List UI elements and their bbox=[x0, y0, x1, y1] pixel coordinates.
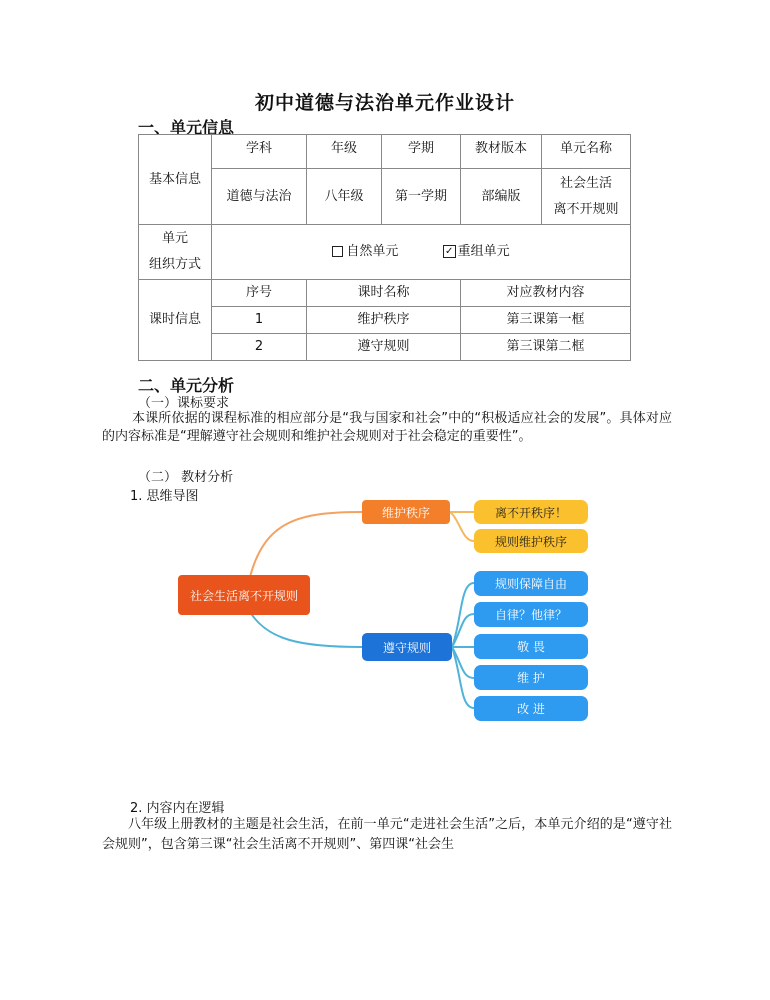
leaf2-3-text: 敬 畏 bbox=[517, 640, 545, 654]
lesson-1-content: 第三课第一框 bbox=[461, 307, 631, 334]
header-subject: 学科 bbox=[212, 135, 307, 169]
branch1-node-text: 维护秩序 bbox=[381, 506, 431, 520]
logic-paragraph: 八年级上册教材的主题是社会生活，在前一单元“走进社会生活”之后，本单元介绍的是“遵守社会规则”，包含第三课“社会生活离不开规则”、第四课“社会生 bbox=[102, 817, 672, 852]
subheading-textbook: （二） 教材分析 bbox=[138, 470, 234, 485]
subheading-curriculum: （一）课标要求 bbox=[138, 396, 230, 411]
lesson-header-no: 序号 bbox=[212, 280, 307, 307]
leaf2-4-text: 维 护 bbox=[517, 671, 545, 685]
lesson-2-content: 第三课第二框 bbox=[461, 334, 631, 361]
checked-box-icon: ✓ bbox=[443, 245, 456, 258]
unit-name-line1: 社会生活 bbox=[559, 175, 612, 191]
mindmap-item-label: 1. 思维导图 bbox=[130, 489, 199, 504]
org-label-line2: 组织方式 bbox=[148, 257, 201, 272]
lesson-1-name: 维护秩序 bbox=[307, 307, 461, 334]
line-root-branch1 bbox=[250, 512, 362, 577]
line-root-branch2 bbox=[250, 612, 362, 647]
branch2-node-text: 遵守规则 bbox=[382, 641, 432, 655]
lesson-2-name: 遵守规则 bbox=[307, 334, 461, 361]
value-term: 第一学期 bbox=[382, 169, 461, 225]
section2-heading: 二、单元分析 bbox=[138, 376, 235, 395]
natural-unit-label: 自然单元 bbox=[346, 244, 399, 259]
leaf2-5-text: 改 进 bbox=[517, 702, 545, 716]
lesson-1-no: 1 bbox=[212, 307, 307, 334]
lesson-header-content: 对应教材内容 bbox=[461, 280, 631, 307]
line-branch2-leaf2 bbox=[452, 614, 474, 647]
leaf1-2-text: 规则维护秩序 bbox=[494, 535, 568, 549]
value-subject: 道德与法治 bbox=[212, 169, 307, 225]
value-edition: 部编版 bbox=[461, 169, 542, 225]
line-branch1-leaf2 bbox=[450, 512, 474, 541]
root-node-text: 社会生活离不开规则 bbox=[189, 589, 299, 603]
header-unit-name: 单元名称 bbox=[542, 135, 631, 169]
leaf2-2-text: 自律？他律？ bbox=[494, 608, 568, 622]
page-title: 初中道德与法治单元作业设计 bbox=[254, 92, 515, 114]
basic-info-label: 基本信息 bbox=[139, 135, 212, 225]
unit-name-line2: 离不开规则 bbox=[553, 201, 619, 217]
value-grade: 八年级 bbox=[307, 169, 382, 225]
header-term: 学期 bbox=[382, 135, 461, 169]
lesson-header-name: 课时名称 bbox=[307, 280, 461, 307]
header-grade: 年级 bbox=[307, 135, 382, 169]
logic-item-label: 2. 内容内在逻辑 bbox=[130, 801, 225, 816]
header-edition: 教材版本 bbox=[461, 135, 542, 169]
lesson-2-no: 2 bbox=[212, 334, 307, 361]
org-label-line1: 单元 bbox=[161, 231, 188, 246]
regrouped-unit-label: 重组单元 bbox=[457, 244, 510, 259]
leaf1-1-text: 离不开秩序！ bbox=[494, 506, 568, 520]
curriculum-paragraph: 本课所依据的课程标准的相应部分是“我与国家和社会”中的“积极适应社会的发展”。具体对应的内容标准是“理解遵守社会规则和维护社会规则对于社会稳定的重要性”。 bbox=[102, 411, 672, 444]
leaf2-1-text: 规则保障自由 bbox=[494, 577, 568, 591]
lesson-info-label: 课时信息 bbox=[139, 280, 212, 361]
section1-heading: 一、单元信息 bbox=[138, 118, 235, 137]
